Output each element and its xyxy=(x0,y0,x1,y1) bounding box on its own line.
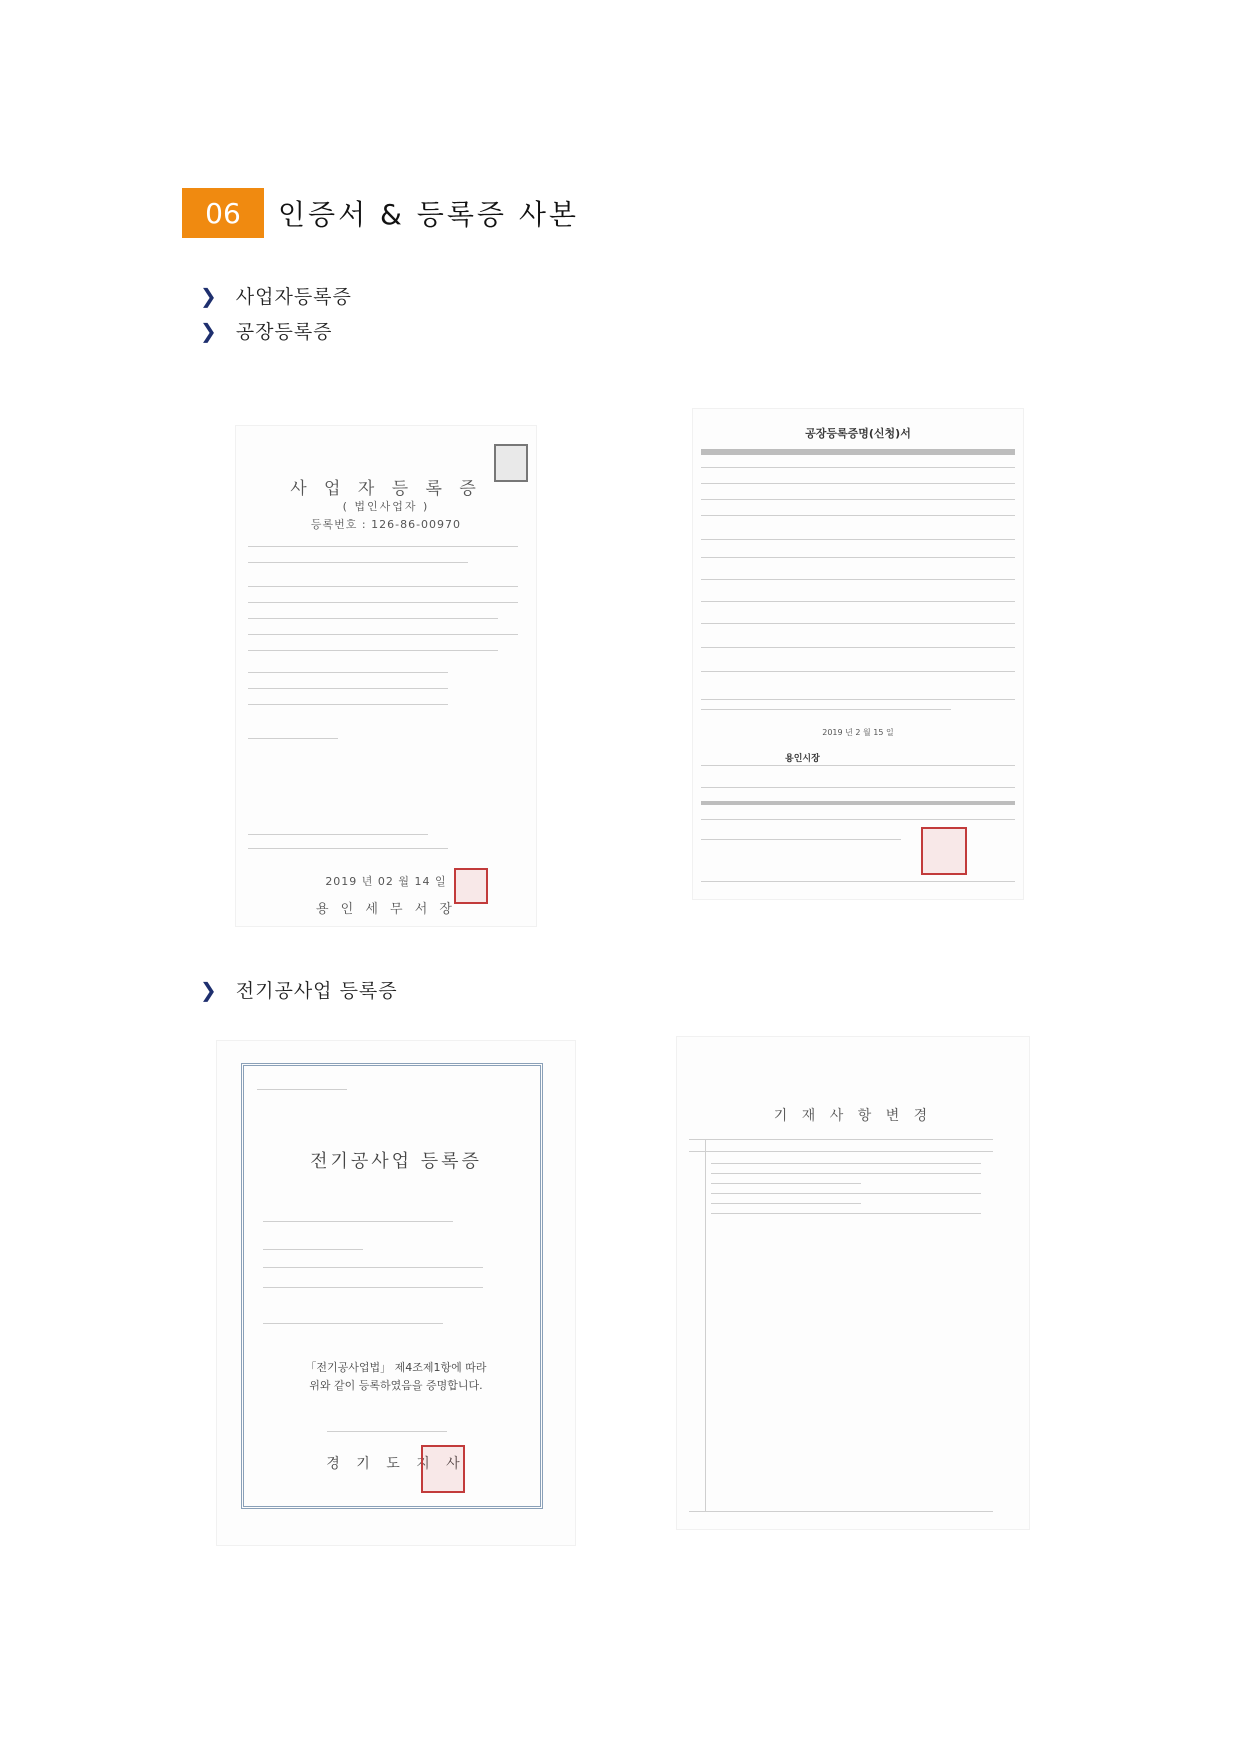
bullet-electrical-registration xyxy=(200,976,398,1003)
factory-cert-date: 2019 년 2 월 15 일 xyxy=(822,728,894,737)
bullet-factory-registration xyxy=(200,317,333,344)
bullet-label: 사업자등록증 xyxy=(235,286,352,308)
electrical-registration-image xyxy=(216,1040,576,1546)
factory-cert-issuer: 용인시장 xyxy=(785,754,820,764)
change-record-title: 기 재 사 항 변 경 xyxy=(773,1108,933,1124)
factory-cert-title: 공장등록증명(신청)서 xyxy=(805,427,911,440)
chevron-right-icon: ❯ xyxy=(200,318,218,343)
business-registration-image xyxy=(235,425,537,927)
business-cert-regno: 등록번호 : 126-86-00970 xyxy=(310,518,462,531)
electrical-cert-statement-2: 위와 같이 등록하였음을 증명합니다. xyxy=(309,1379,483,1392)
chevron-right-icon: ❯ xyxy=(200,283,218,308)
business-cert-subtitle: ( 법인사업자 ) xyxy=(342,500,430,513)
bullet-business-registration xyxy=(200,282,352,309)
bullet-label: 전기공사업 등록증 xyxy=(235,980,398,1002)
section-title: 인증서 & 등록증 사본 xyxy=(278,198,579,231)
electrical-cert-statement-1: 「전기공사업법」 제4조제1항에 따라 xyxy=(305,1361,487,1374)
business-cert-date: 2019 년 02 월 14 일 xyxy=(325,875,447,888)
seal-stamp xyxy=(921,827,967,875)
section-number: 06 xyxy=(182,188,264,238)
factory-registration-image xyxy=(692,408,1024,900)
electrical-cert-title: 전기공사업 등록증 xyxy=(310,1151,482,1172)
business-cert-issuer: 용 인 세 무 서 장 xyxy=(315,902,456,917)
seal-stamp xyxy=(421,1445,465,1493)
chevron-right-icon: ❯ xyxy=(200,977,218,1002)
bullet-label: 공장등록증 xyxy=(235,321,333,343)
electrical-cert-issuer: 경 기 도 지 사 xyxy=(326,1456,466,1472)
business-cert-title: 사 업 자 등 록 증 xyxy=(290,479,482,499)
change-record-image xyxy=(676,1036,1030,1530)
seal-stamp xyxy=(454,868,488,904)
section-header xyxy=(182,188,579,238)
